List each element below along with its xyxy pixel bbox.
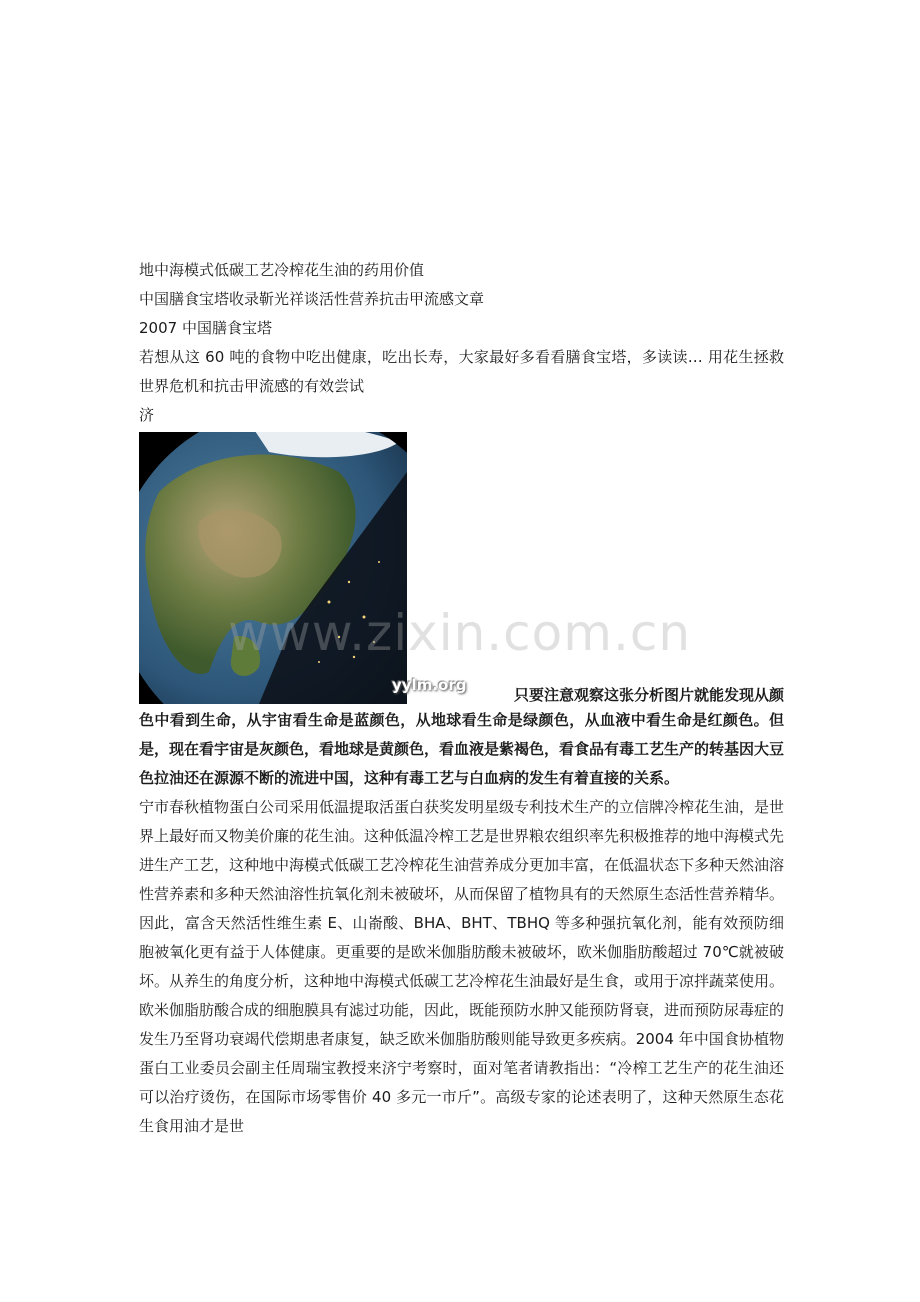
year-line: 2007 中国膳食宝塔 bbox=[139, 319, 272, 337]
figure-row bbox=[139, 432, 784, 706]
earth-image bbox=[139, 432, 407, 704]
bold-paragraph: 色中看到生命，从宇宙看生命是蓝颜色，从地球看生命是绿颜色，从血液中看生命是红颜色。但是，现在看宇宙是灰颜色，看地球是黄颜色，看血液是紫褐色，看食品有毒工艺生产的转基因大豆色拉油还在源源不断的流进中国，这种有毒工艺与白血病的发生有着直接的关系。 bbox=[139, 711, 785, 787]
intro-paragraph: 若想从这 60 吨的食物中吃出健康，吃出长寿，大家最好多看看膳食宝塔，多读读… 用花生拯救世界危机和抗击甲流感的有效尝试 bbox=[139, 348, 784, 395]
intro-fragment: 济 bbox=[139, 406, 155, 424]
figure-caption-lead: 只要注意观察这张分析图片就能发现从颜 bbox=[513, 686, 784, 704]
body-paragraph: 宁市春秋植物蛋白公司采用低温提取活蛋白获奖发明星级专利技术生产的立信牌冷榨花生油，是世界上最好而又物美价廉的花生油。这种低温冷榨工艺是世界粮农组织率先积极推荐的地中海模式先进生产工艺，这种地中海模式低碳工艺冷榨花生油营养成分更加丰富，在低温状态下多种天然油溶性营养素和多种天然油溶性抗氧化剂未被破坏，从而保留了植物具有的天然原生态活性营养精华。因此，富含天然活性维生素 E、山嵛酸、BHA、BHT、TBHQ 等多种强抗氧化剂，能有效预防细胞被氧化更有益于人体健康。更重要的是欧米伽脂肪酸未被破坏，欧米伽脂肪酸超过 70℃就被破坏。从养生的角度分析，这种地中海模式低碳工艺冷榨花生油最好是生食，或用于凉拌蔬菜使用。欧米伽脂肪酸合成的细胞膜具有滤过功能，因此，既能预防水肿又能预防肾衰，进而预防尿毒症的发生乃至肾功衰竭代偿期患者康复，缺乏欧米伽脂肪酸则能导致更多疾病。2004 年中国食协植物蛋白工业委员会副主任周瑞宝教授来济宁考察时，面对笔者请教指出：“冷榨工艺生产的花生油还可以治疗烫伤，在国际市场零售价 40 多元一市斤”。高级专家的论述表明了，这种天然原生态花生食用油才是世 bbox=[139, 798, 785, 1135]
document-body bbox=[139, 256, 784, 1141]
site-watermark: www.zixin.com.cn bbox=[228, 604, 692, 662]
article-subtitle: 中国膳食宝塔收录靳光祥谈活性营养抗击甲流感文章 bbox=[139, 290, 485, 308]
image-watermark: yylm.org bbox=[392, 676, 467, 694]
article-title: 地中海模式低碳工艺冷榨花生油的药用价值 bbox=[139, 261, 425, 279]
earth-illustration bbox=[139, 432, 407, 704]
